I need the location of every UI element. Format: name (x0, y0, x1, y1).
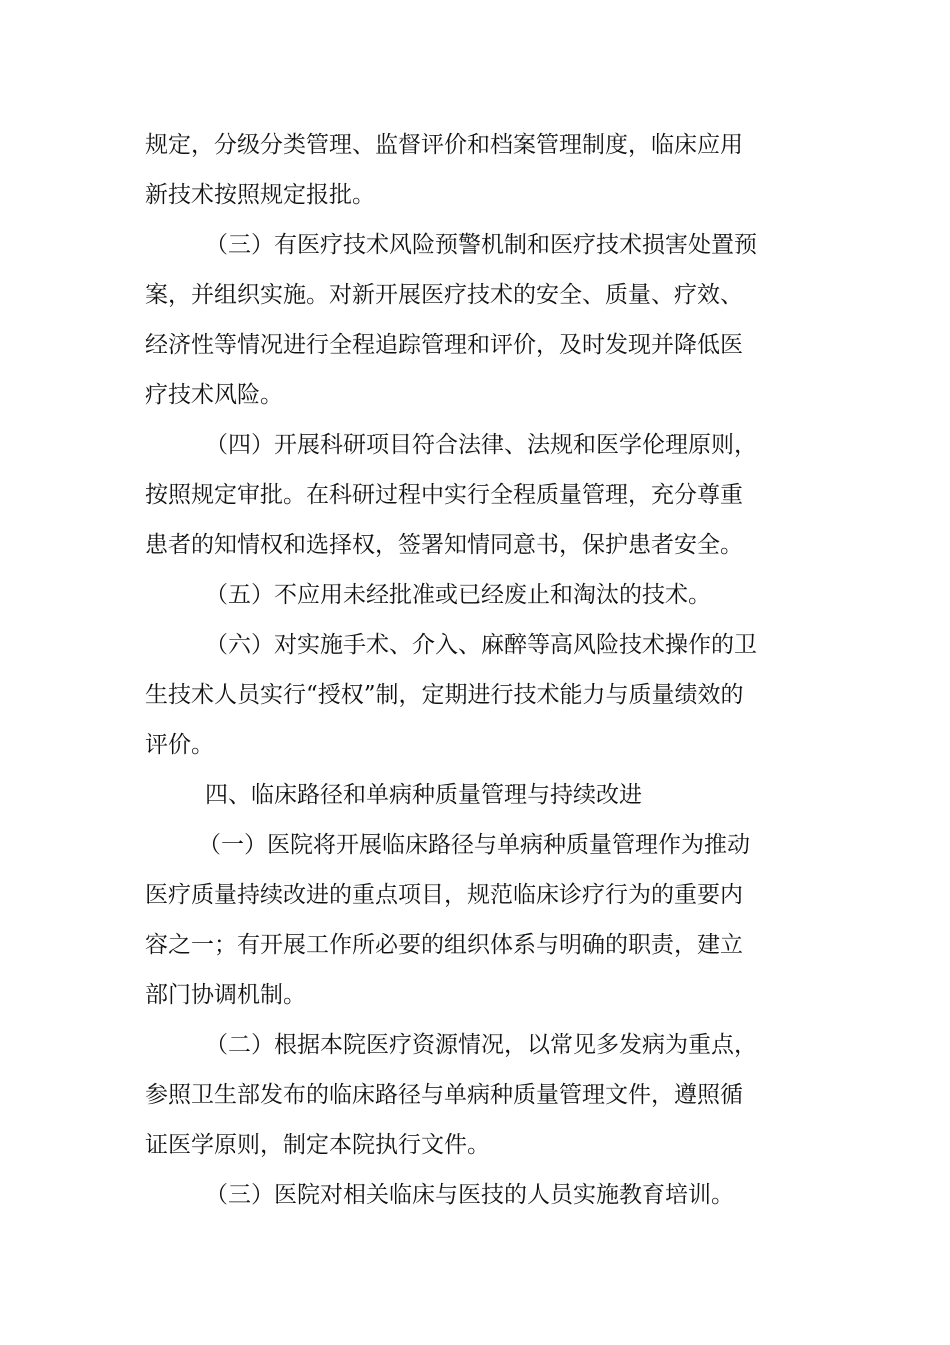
paragraph-start-line: （二）根据本院医疗资源情况，以常见多发病为重点， (205, 1032, 757, 1058)
text-line: 按照规定审批。在科研过程中实行全程质量管理，充分尊重 (145, 482, 743, 508)
paragraph-start-line: （三）医院对相关临床与医技的人员实施教育培训。 (205, 1182, 734, 1208)
text-line: 证医学原则，制定本院执行文件。 (145, 1132, 490, 1158)
text-line: 生技术人员实行“授权”制，定期进行技术能力与质量绩效的 (145, 682, 744, 708)
text-line: 案，并组织实施。对新开展医疗技术的安全、质量、疗效、 (145, 282, 743, 308)
text-line: 参照卫生部发布的临床路径与单病种质量管理文件，遵照循 (145, 1082, 743, 1108)
section-heading: 四、临床路径和单病种质量管理与持续改进 (205, 782, 642, 808)
text-line: 容之一；有开展工作所必要的组织体系与明确的职责，建立 (145, 932, 743, 958)
text-line: 疗技术风险。 (145, 382, 283, 408)
paragraph-start-line: （五）不应用未经批准或已经废止和淘汰的技术。 (205, 582, 711, 608)
text-line: 规定，分级分类管理、监督评价和档案管理制度，临床应用 (145, 132, 743, 158)
paragraph-start-line: （三）有医疗技术风险预警机制和医疗技术损害处置预 (205, 232, 757, 258)
text-line: 经济性等情况进行全程追踪管理和评价，及时发现并降低医 (145, 332, 743, 358)
text-line: 评价。 (145, 732, 214, 758)
text-line: 新技术按照规定报批。 (145, 182, 375, 208)
paragraph-start-line: （四）开展科研项目符合法律、法规和医学伦理原则， (205, 432, 757, 458)
paragraph-start-line: （六）对实施手术、介入、麻醉等高风险技术操作的卫 (205, 632, 757, 658)
text-line: 部门协调机制。 (145, 982, 306, 1008)
text-line: 医疗质量持续改进的重点项目，规范临床诊疗行为的重要内 (145, 882, 743, 908)
text-line: 患者的知情权和选择权，签署知情同意书，保护患者安全。 (145, 532, 743, 558)
paragraph-start-line: （一）医院将开展临床路径与单病种质量管理作为推动 (198, 832, 750, 858)
